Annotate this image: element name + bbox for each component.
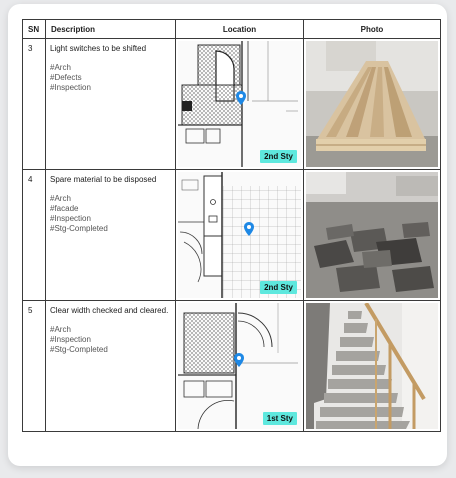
- site-photo[interactable]: [306, 172, 438, 298]
- row-sn: 5: [23, 301, 46, 432]
- row-description-cell: [46, 170, 176, 301]
- tag[interactable]: #Inspection: [50, 335, 91, 344]
- table-header-row: [23, 20, 441, 39]
- tag[interactable]: #facade: [50, 204, 79, 213]
- table-row[interactable]: [23, 170, 441, 301]
- floor-plan-drawing: [178, 172, 301, 298]
- location-cell: [176, 39, 304, 170]
- tag[interactable]: #Inspection: [50, 83, 91, 92]
- photo-cell: [304, 301, 441, 432]
- row-description: Clear width checked and cleared.: [50, 306, 169, 315]
- row-sn: 3: [23, 39, 46, 170]
- report-card: [8, 4, 447, 466]
- tag[interactable]: #Arch: [50, 63, 71, 72]
- site-photo[interactable]: [306, 41, 438, 167]
- table-row[interactable]: [23, 39, 441, 170]
- tag-list: [50, 325, 171, 355]
- header-sn: SN: [23, 20, 46, 39]
- floor-plan-thumbnail[interactable]: [178, 172, 301, 298]
- floor-badge: 2nd Sty: [260, 150, 297, 163]
- location-pin-icon: [244, 222, 254, 236]
- row-description-cell: [46, 39, 176, 170]
- header-photo: Photo: [304, 20, 441, 39]
- photo-cell: [304, 170, 441, 301]
- row-description-cell: [46, 301, 176, 432]
- tag[interactable]: #Stg-Completed: [50, 224, 108, 233]
- location-cell: [176, 170, 304, 301]
- tag[interactable]: #Defects: [50, 73, 82, 82]
- staircase-photo: [306, 303, 438, 429]
- tag-list: [50, 194, 171, 234]
- header-location: Location: [176, 20, 304, 39]
- row-sn: 4: [23, 170, 46, 301]
- timber-planks-photo: [306, 41, 438, 167]
- floor-plan-thumbnail[interactable]: [178, 303, 301, 429]
- tag[interactable]: #Inspection: [50, 214, 91, 223]
- floor-plan-thumbnail[interactable]: [178, 41, 301, 167]
- tag-list: [50, 63, 171, 93]
- inspection-table: [22, 19, 441, 432]
- tag[interactable]: #Arch: [50, 325, 71, 334]
- location-pin-icon: [236, 91, 246, 105]
- tag[interactable]: #Stg-Completed: [50, 345, 108, 354]
- table-row[interactable]: [23, 301, 441, 432]
- location-pin-icon: [234, 353, 244, 367]
- photo-cell: [304, 39, 441, 170]
- tile-debris-photo: [306, 172, 438, 298]
- row-description: Light switches to be shifted: [50, 44, 147, 53]
- location-cell: [176, 301, 304, 432]
- floor-badge: 2nd Sty: [260, 281, 297, 294]
- row-description: Spare material to be disposed: [50, 175, 157, 184]
- floor-badge: 1st Sty: [263, 412, 297, 425]
- header-description: Description: [46, 20, 176, 39]
- tag[interactable]: #Arch: [50, 194, 71, 203]
- site-photo[interactable]: [306, 303, 438, 429]
